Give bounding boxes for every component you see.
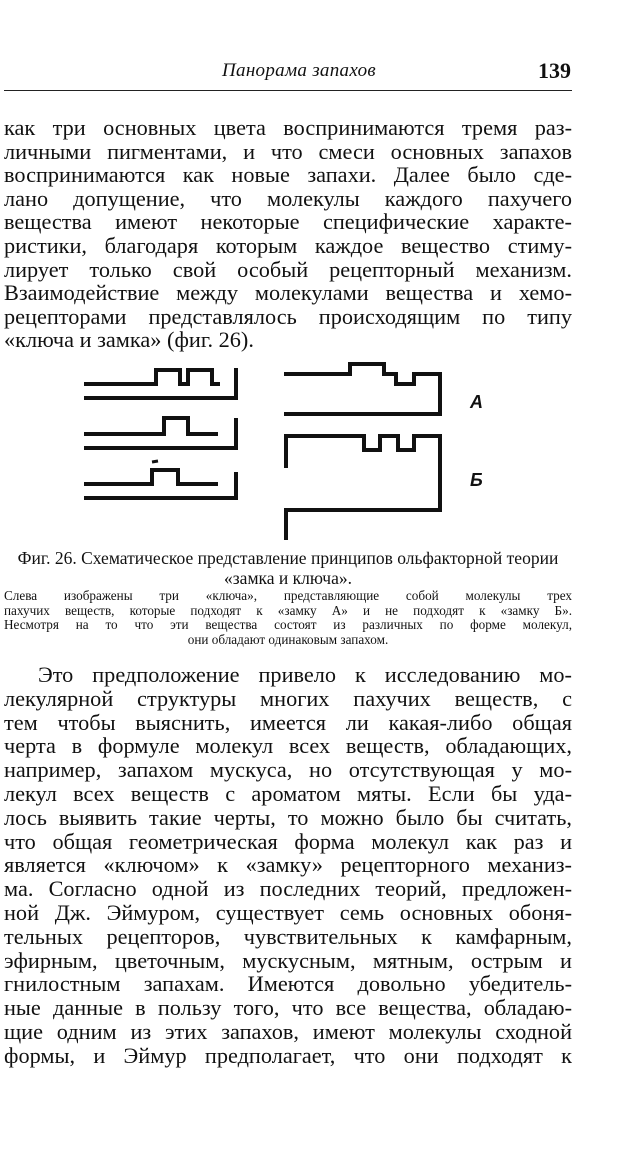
lock-a-label: А bbox=[470, 392, 483, 412]
text-line: эфирным, цветочным, мускусным, мятным, острым и bbox=[4, 947, 572, 973]
lock-a bbox=[286, 364, 440, 414]
text-line: гнилостным запахам. Имеются довольно убедитель- bbox=[4, 971, 572, 997]
text-line: является «ключом» к «замку» рецепторного механиз- bbox=[4, 852, 572, 878]
lock-and-key-diagram bbox=[80, 362, 500, 542]
figure-title: Фиг. 26. Схематическое представление принципов ольфакторной теории «замка и ключа». bbox=[17, 548, 559, 588]
header-rule bbox=[4, 90, 572, 91]
page-number: 139 bbox=[538, 58, 571, 83]
paragraph-1 bbox=[4, 116, 572, 352]
text-line: лекул всех веществ с ароматом мяты. Если бы уда- bbox=[4, 780, 572, 806]
text-line: лось выявить такие черты, то можно было бы считать, bbox=[4, 804, 572, 830]
text-line: формы, и Эймур предполагает, что они подходят к bbox=[4, 1042, 572, 1068]
running-head bbox=[0, 58, 620, 88]
text-line: личными пигментами, и что смеси основных запахов bbox=[4, 138, 572, 164]
text-line: тем чтобы выяснить, имеется ли какая-либо общая bbox=[4, 709, 572, 735]
caption-line: Слева изображены три «ключа», представляющие собой молекулы трех bbox=[4, 588, 572, 603]
text-line: лирует только свой особый рецепторный механизм. bbox=[4, 256, 572, 282]
key-1 bbox=[86, 370, 218, 384]
text-line: воспринимаются как новые запахи. Далее было сде- bbox=[4, 162, 572, 188]
text-line: лекулярной структуры многих пахучих веществ, с bbox=[4, 685, 572, 711]
text-line: например, запахом мускуса, но отсутствующая у мо- bbox=[4, 757, 572, 783]
caption-line: они обладают одинаковым запахом. bbox=[187, 631, 389, 647]
text-line: ной Дж. Эймуром, существует семь основных обоня- bbox=[4, 899, 572, 925]
text-line: лано допущение, что молекулы каждого пахучего bbox=[4, 185, 572, 211]
lock-b bbox=[286, 436, 440, 538]
figure-caption bbox=[4, 589, 572, 647]
key-3 bbox=[86, 470, 216, 484]
text-line: Это предположение привело к исследованию мо- bbox=[38, 662, 572, 687]
text-line: тельных рецепторов, чувствительных к камфарным, bbox=[4, 923, 572, 949]
lock-b-label: Б bbox=[470, 470, 483, 490]
caption-line: пахучих веществ, которые подходят к «замку А» и не подходят к «замку Б». bbox=[4, 602, 572, 618]
key-2 bbox=[86, 418, 216, 434]
text-line: рецепторами представлялось происходящим по типу bbox=[4, 303, 572, 329]
paragraph-2 bbox=[4, 663, 572, 1068]
text-line: ные данные в пользу того, что все вещества, обладаю- bbox=[4, 995, 572, 1021]
caption-line: Несмотря на то что эти вещества состоят из различных по форме молекул, bbox=[4, 617, 572, 633]
text-line: Взаимодействие между молекулами вещества и хемо- bbox=[4, 280, 572, 306]
text-line: черта в формуле молекул всех веществ, обладающих, bbox=[4, 733, 572, 759]
text-line: вещества имеют некоторые специфические характе- bbox=[4, 209, 572, 235]
running-title: Панорама запахов bbox=[222, 60, 376, 81]
figure-26-diagram bbox=[80, 362, 500, 542]
text-line: щие одним из этих запахов, имеют молекулы сходной bbox=[4, 1018, 572, 1044]
text-line: что общая геометрическая форма молекул как раз и bbox=[4, 828, 572, 854]
text-line: ристики, благодаря которым каждое вещество стиму- bbox=[4, 232, 572, 258]
text-line: как три основных цвета воспринимаются тремя раз- bbox=[4, 115, 572, 140]
text-line: ма. Согласно одной из последних теорий, предложен- bbox=[4, 876, 572, 902]
text-line: «ключа и замка» (фиг. 26). bbox=[4, 327, 254, 353]
stray-mark bbox=[152, 461, 158, 462]
